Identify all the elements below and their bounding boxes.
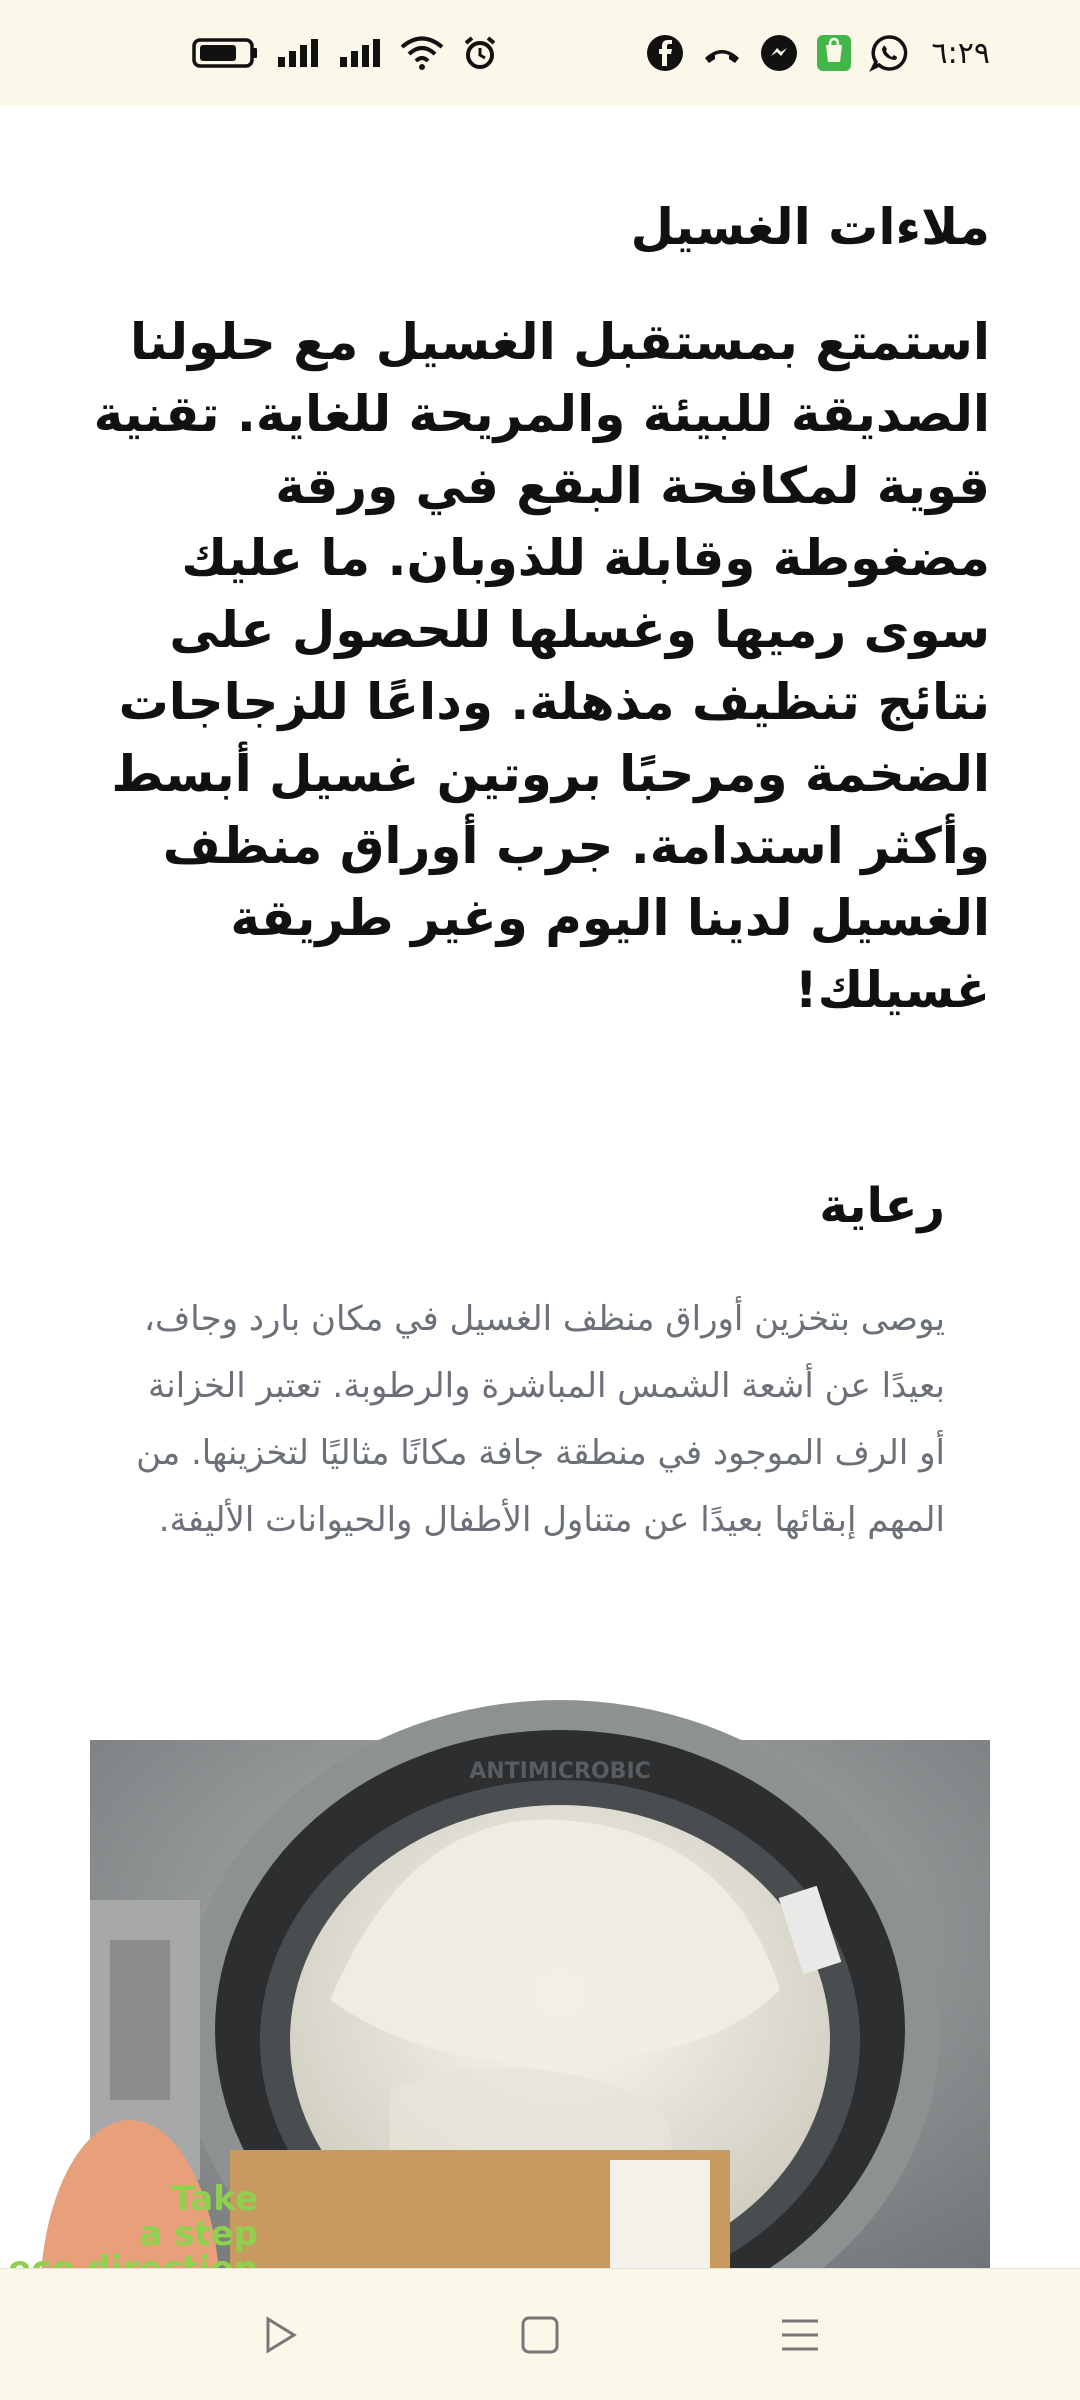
washing-machine-photo (90, 1740, 990, 2300)
messenger-icon (760, 34, 798, 72)
menu-lines-icon (778, 2313, 822, 2357)
package-text-2: a step (139, 2214, 258, 2254)
alarm-icon (462, 35, 498, 71)
care-title: رعاية (819, 1178, 945, 1234)
home-button[interactable] (510, 2305, 570, 2365)
clock: ٦:٢٩ (931, 35, 990, 71)
status-bar (0, 0, 1080, 106)
app-store-icon (816, 34, 852, 72)
back-triangle-icon (258, 2313, 302, 2357)
wifi-icon (400, 36, 444, 70)
product-description: استمتع بمستقبل الغسيل مع حلولنا الصديقة للبيئة والمريحة للغاية. تقنية قوية لمكافحة البقع في ورقة مضغوطة وقابلة للذوبان. ما عليك سوى رميها وغسلها للحصول على نتائج تنظيف مذهلة. وداعًا للزجاجات الضخمة ومرحبًا بروتين غسيل أبسط وأكثر استدامة. جرب أوراق منظف الغسيل لدينا اليوم وغير طريقة غسيلك! (93, 313, 990, 1019)
product-title: ملاءات الغسيل (630, 198, 990, 256)
recents-button[interactable] (770, 2305, 830, 2365)
back-button[interactable] (250, 2305, 310, 2365)
missed-call-icon (702, 36, 742, 70)
product-image[interactable] (90, 1740, 990, 2300)
signal-icon (338, 37, 382, 69)
product-details (0, 106, 1080, 2268)
navigation-bar (0, 2268, 1080, 2400)
facebook-icon (646, 34, 684, 72)
home-square-icon (518, 2313, 562, 2357)
whatsapp-icon (870, 34, 908, 72)
drum-label: ANTIMICROBIC (469, 1759, 651, 1784)
signal-icon (276, 37, 320, 69)
package-text-1: Take (171, 2179, 258, 2219)
care-text: يوصى بتخزين أوراق منظف الغسيل في مكان بارد وجاف، بعيدًا عن أشعة الشمس المباشرة والرطوبة. تعتبر الخزانة أو الرف الموجود في منطقة جافة مكانًا مثاليًا لتخزينها. من المهم إبقائها بعيدًا عن متناول الأطفال والحيوانات الأليفة. (136, 1299, 945, 1540)
status-left (192, 35, 498, 71)
status-right (646, 34, 990, 72)
battery-icon (192, 37, 258, 69)
